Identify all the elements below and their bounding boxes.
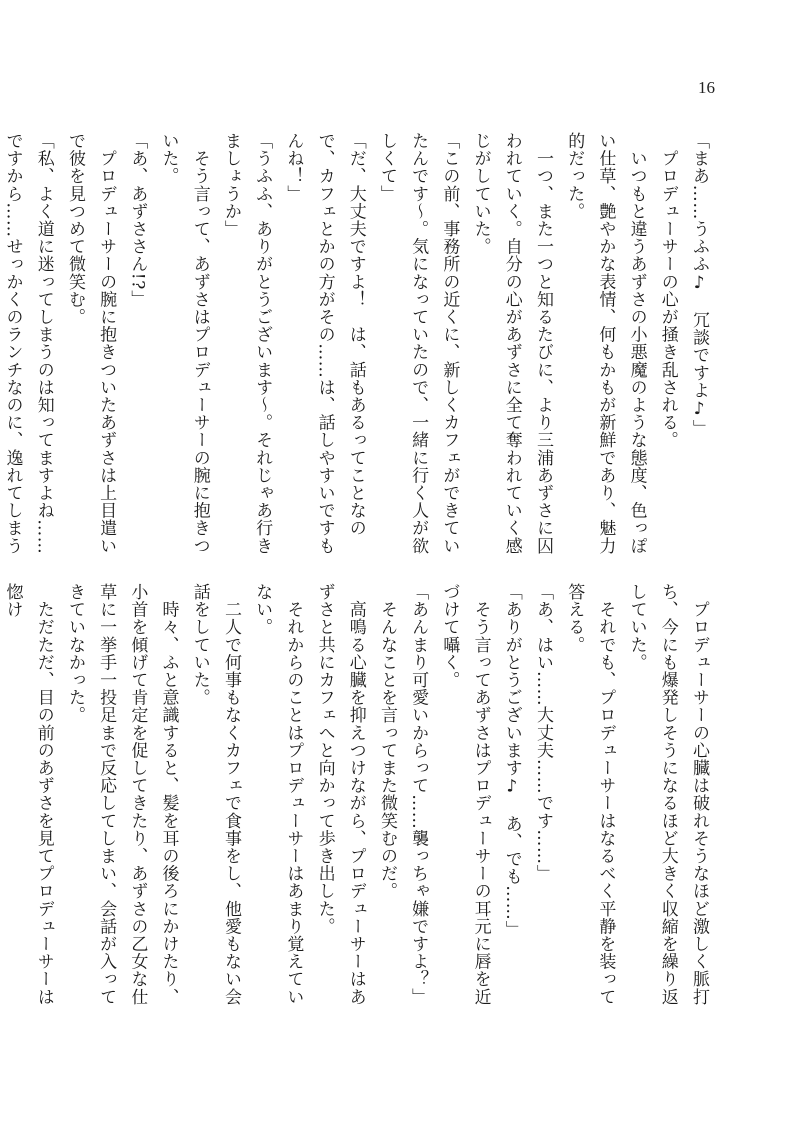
paragraph: 「うふふ、ありがとうございます～。それじゃあ行きましょうか」 [220,132,273,555]
paragraph: プロデューサーの心が掻き乱される。 [657,132,678,449]
paragraph: それでも、プロデューサーはなるべく平静を装って答える。 [564,583,616,1006]
paragraph: プロデューサーの心臓は破れそうなほど激しく脈打ち、今にも爆発しそうになるほど大きく収縮を繰り返していた。 [626,583,709,1006]
paragraph: 「だ、大丈夫ですよ！ は、話もあるってことなので、カフェとかの方がその……は、話しやすいですもんね！」 [283,132,366,555]
page-number: 16 [698,78,715,97]
paragraph: 「まあ……うふふ♪ 冗談ですよ♪」 [689,132,709,438]
paragraph: 「ありがとうございます♪ あ、でも……」 [501,583,522,938]
paragraph: 「この前、事務所の近くに、新しくカフェができていたんです～。気になっていたので、一緒に行く人が欲しくて」 [376,132,460,555]
text-block-bottom [2,583,714,1015]
paragraph: 「あんまり可愛いからって……襲っちゃ嫌ですよ？」 [408,583,429,1006]
paragraph: 「あ、あずささん!?」 [127,132,148,308]
paragraph: 時々、ふと意識すると、髪を耳の後ろにかけたり、小首を傾げて肯定を促してきたり、あずさの乙女な仕草に一挙手一投足まで反応してしまい、会話が入ってきていなかった。 [64,583,179,1006]
paragraph: いつもと違うあずさの小悪魔のような態度、色っぽい仕草、艶やかな表情、何もかもが新鮮であり、魅力的だった。 [564,132,647,555]
paragraph: そう言って、あずさはプロデューサーの腕に抱きついた。 [158,132,210,555]
paragraph: 高鳴る心臓を抑えつけながら、プロデューサーはあずさと共にカフェへと向かって歩き出した。 [314,583,366,1006]
paragraph: そう言ってあずさはプロデューサーの耳元に唇を近づけて囁く。 [439,583,491,1006]
paragraph: それからのことはプロデューサーはあまり覚えていない。 [252,583,304,1006]
paragraph: 「私、よく道に迷ってしまうのは知ってますよね……ですから……せっかくのランチなのに、逸れてしまう [2,132,54,555]
text-block-top [2,132,714,564]
paragraph: 一つ、また一つと知るたびに、より三浦あずさに囚われていく。自分の心があずさに全て奪われていく感じがしていた。 [470,132,553,555]
paragraph: そんなことを言ってまた微笑むのだ。 [376,583,397,900]
paragraph: 「あ、はい……大丈夫……です……」 [532,583,553,883]
paragraph: プロデューサーの腕に抱きついたあずさは上目遣いで彼を見つめて微笑む。 [64,132,117,555]
paragraph: ただただ、目の前のあずさを見てプロデューサーは惚け [2,583,54,1006]
paragraph: 二人で何事もなくカフェで食事をし、他愛もない会話をしていた。 [189,583,241,1006]
